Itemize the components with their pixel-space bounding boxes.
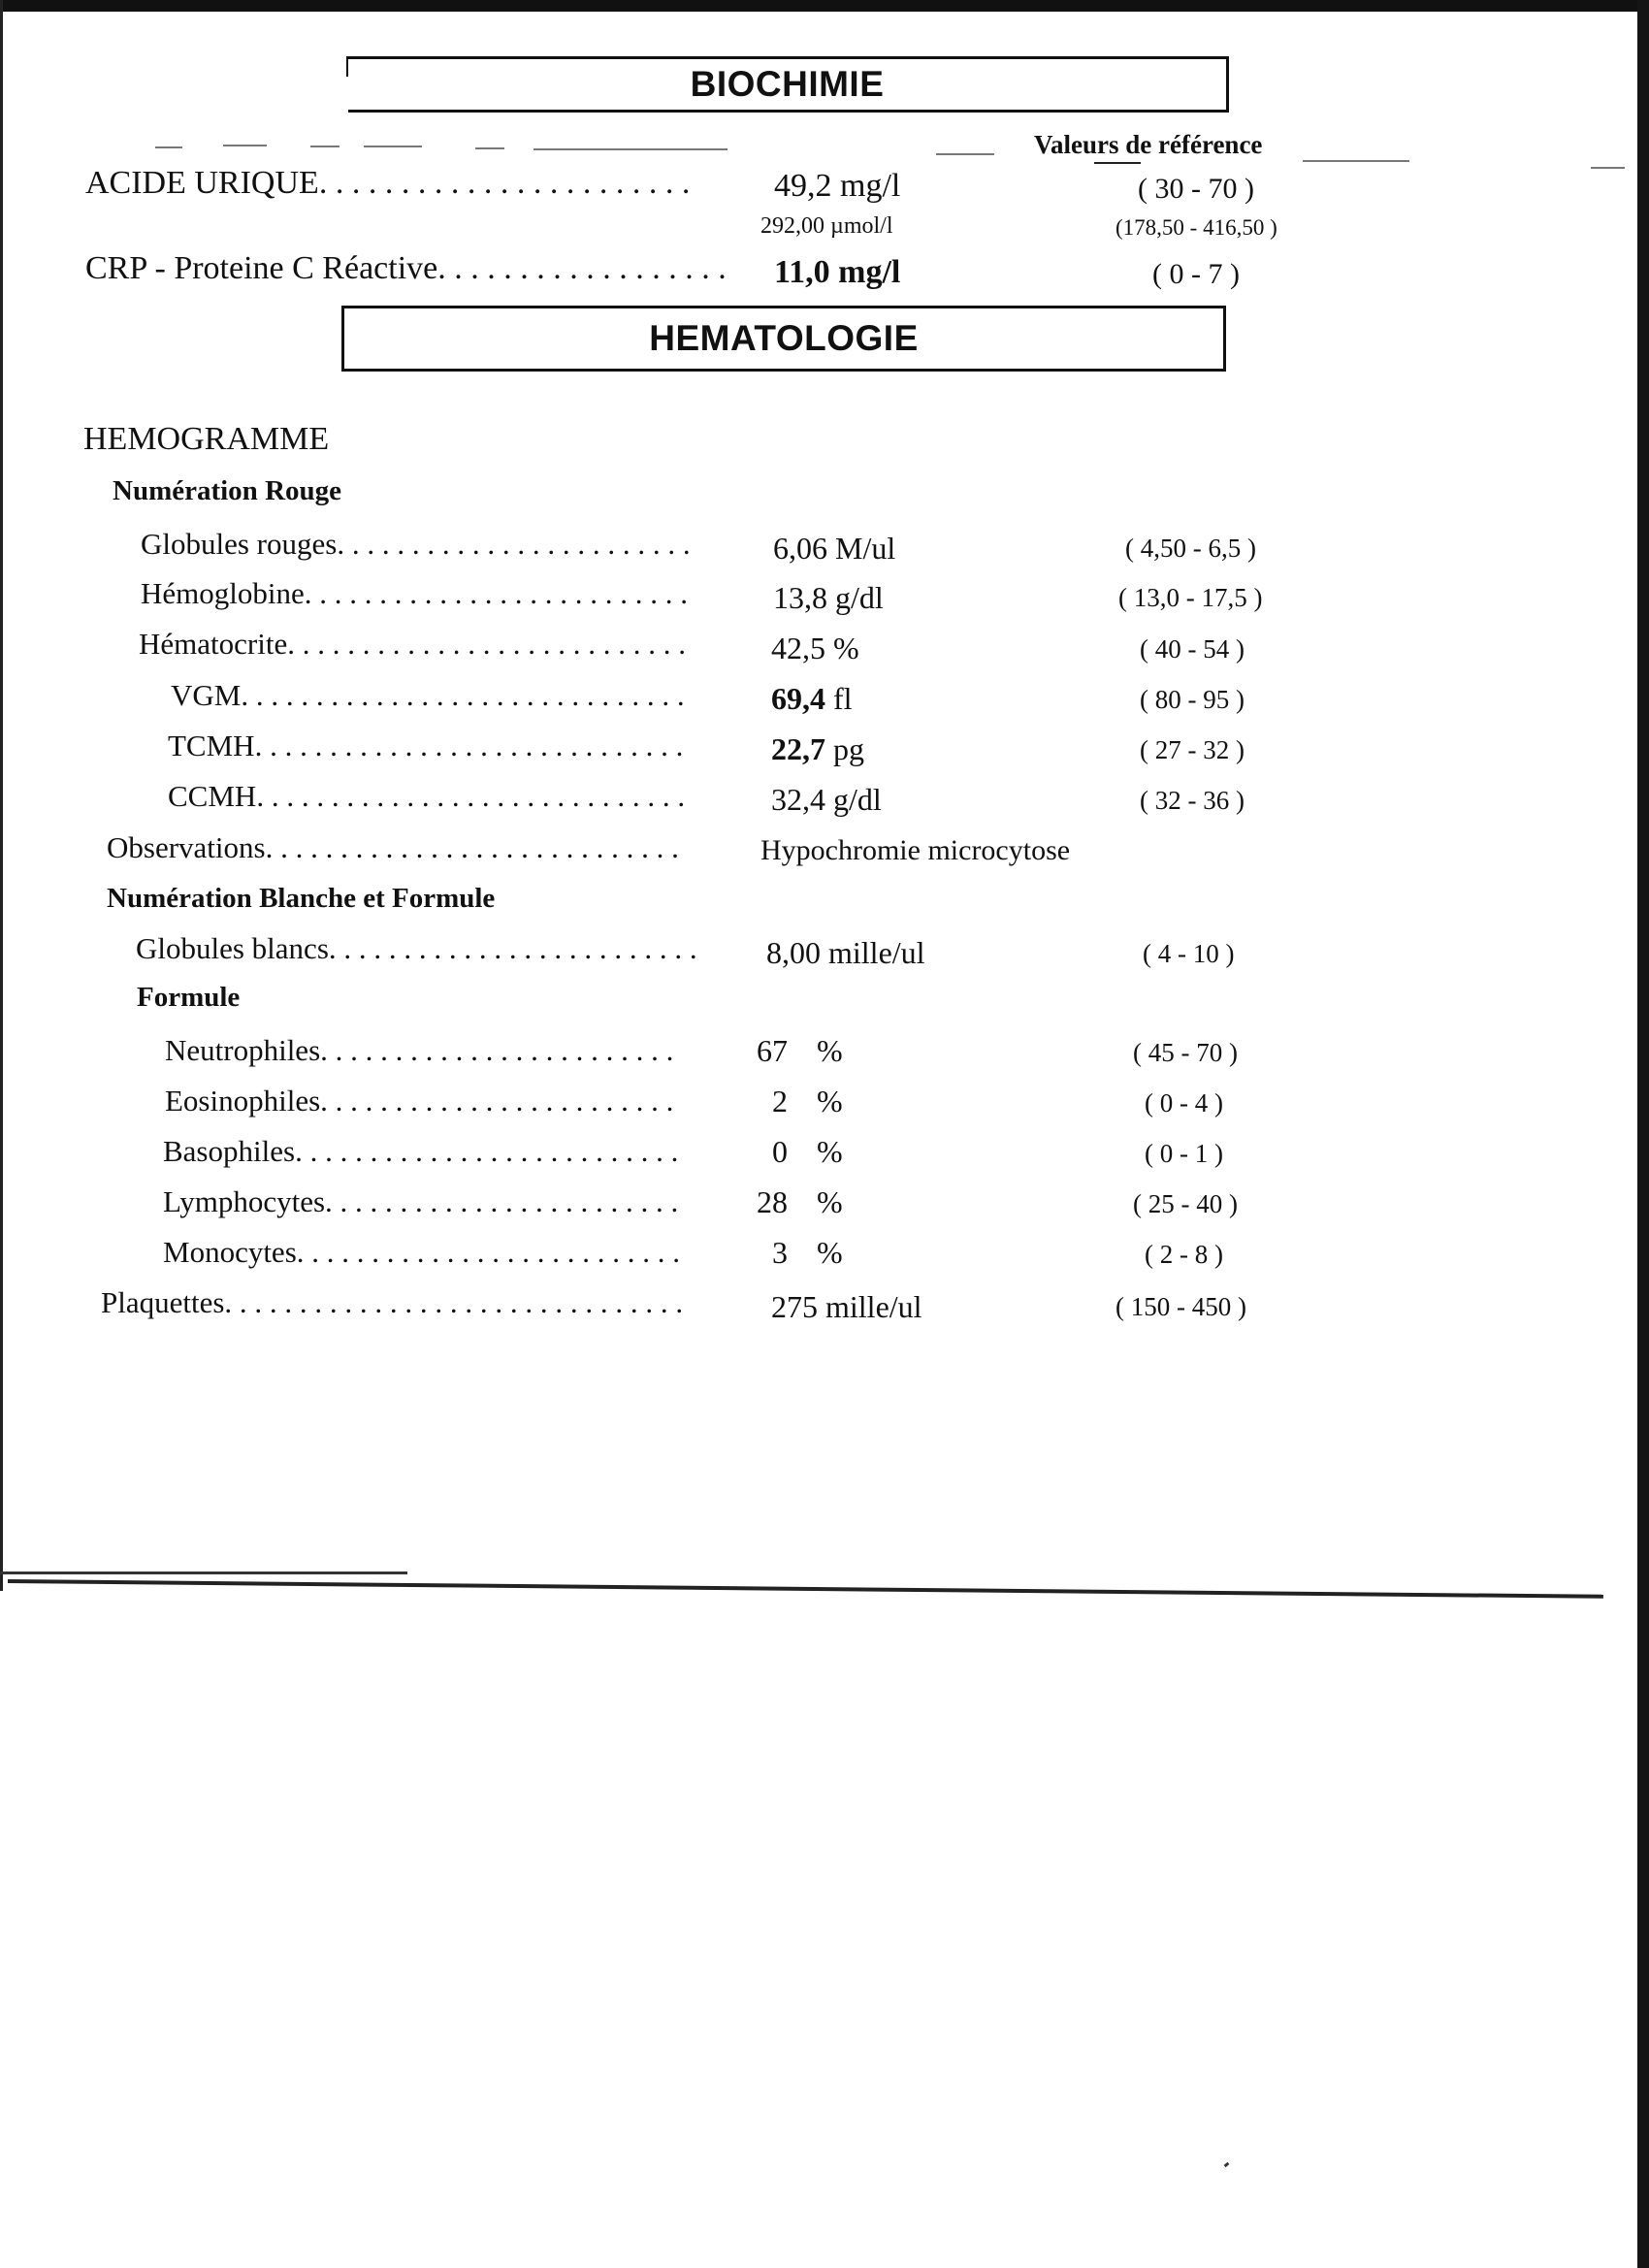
scan-speck [1224, 2162, 1230, 2168]
dash [364, 146, 422, 147]
basophiles-ref: ( 0 - 1 ) [1145, 1139, 1223, 1168]
eosinophiles-unit: % [817, 1084, 843, 1118]
globules-rouges-ref: ( 4,50 - 6,5 ) [1125, 534, 1256, 563]
globules-rouges-value: 6,06 M/ul [773, 531, 896, 566]
scan-border-right [1637, 0, 1649, 2268]
dash [1591, 167, 1625, 169]
hemoglobine-ref: ( 13,0 - 17,5 ) [1118, 583, 1263, 612]
monocytes-label: Monocytes. . . . . . . . . . . . . . . . . . . . . . . . . . [163, 1235, 681, 1269]
dash [155, 146, 182, 148]
dash [310, 146, 340, 147]
reference-underline [1094, 162, 1141, 164]
lymphocytes-label: Lymphocytes. . . . . . . . . . . . . . . . . . . . . . . . [163, 1184, 679, 1218]
basophiles-unit: % [817, 1134, 843, 1169]
neutrophiles-label: Neutrophiles. . . . . . . . . . . . . . . . . . . . . . . . [165, 1033, 674, 1067]
basophiles-label: Basophiles. . . . . . . . . . . . . . . . . . . . . . . . . . [163, 1134, 679, 1168]
scan-border-top [0, 0, 1649, 12]
monocytes-ref: ( 2 - 8 ) [1145, 1240, 1223, 1269]
neutrophiles-ref: ( 45 - 70 ) [1133, 1038, 1238, 1067]
hematocrite-label: Hématocrite. . . . . . . . . . . . . . . . . . . . . . . . . . . [139, 627, 686, 661]
hemoglobine-value: 13,8 g/dl [773, 580, 884, 615]
dash [1303, 160, 1409, 162]
crp-value: 11,0 mg/l [774, 254, 901, 290]
neutrophiles-unit: % [817, 1033, 843, 1068]
monocytes-unit: % [817, 1235, 843, 1270]
numeration-rouge-title: Numération Rouge [113, 475, 342, 506]
hemoglobine-label: Hémoglobine. . . . . . . . . . . . . . . . . . . . . . . . . . [141, 576, 688, 610]
plaquettes-label: Plaquettes. . . . . . . . . . . . . . . . . . . . . . . . . . . . . . . [101, 1285, 684, 1319]
lymphocytes-value: 28 [757, 1184, 788, 1219]
tcmh-ref: ( 27 - 32 ) [1140, 735, 1245, 764]
reference-header: Valeurs de référence [1034, 130, 1263, 159]
dash [223, 145, 267, 146]
acide-urique-value: 49,2 mg/l [774, 168, 901, 204]
lymphocytes-unit: % [817, 1184, 843, 1219]
ccmh-label: CCMH. . . . . . . . . . . . . . . . . . . . . . . . . . . . . [168, 779, 686, 813]
plaquettes-value: 275 mille/ul [771, 1289, 922, 1324]
observations-value: Hypochromie microcytose [760, 834, 1071, 866]
globules-blancs-value: 8,00 mille/ul [766, 935, 925, 970]
hematologie-header [341, 306, 1226, 372]
basophiles-value: 0 [772, 1134, 788, 1169]
hemogramme-title: HEMOGRAMME [83, 421, 330, 457]
plaquettes-ref: ( 150 - 450 ) [1116, 1292, 1246, 1321]
eosinophiles-value: 2 [772, 1084, 788, 1118]
vgm-label: VGM. . . . . . . . . . . . . . . . . . . . . . . . . . . . . . [171, 678, 685, 712]
crp-label: CRP - Proteine C Réactive. . . . . . . . . . . . . . . . . . [85, 250, 727, 286]
numeration-blanche-title: Numération Blanche et Formule [107, 883, 496, 914]
hematologie-title: HEMATOLOGIE [649, 318, 919, 358]
monocytes-value: 3 [772, 1235, 788, 1270]
tcmh-value: 22,7 pg [771, 731, 864, 766]
globules-blancs-label: Globules blancs. . . . . . . . . . . . . . . . . . . . . . . . . [136, 931, 697, 965]
dash [936, 153, 994, 155]
acide-urique-value-umol: 292,00 µmol/l [760, 213, 893, 239]
acide-urique-label: ACIDE URIQUE. . . . . . . . . . . . . . . . . . . . . . . [85, 165, 691, 201]
ccmh-value: 32,4 g/dl [771, 782, 882, 817]
globules-blancs-ref: ( 4 - 10 ) [1143, 939, 1235, 968]
dash [475, 147, 504, 149]
globules-rouges-label: Globules rouges. . . . . . . . . . . . . . . . . . . . . . . . [141, 527, 691, 561]
hematocrite-ref: ( 40 - 54 ) [1140, 634, 1245, 664]
biochimie-title: BIOCHIMIE [690, 64, 885, 104]
formule-title: Formule [137, 982, 241, 1013]
scan-border-left [0, 0, 3, 1591]
vgm-value: 69,4 fl [771, 681, 853, 716]
biochimie-header [346, 56, 1229, 113]
page-bottom-rule [8, 1579, 1603, 1599]
tcmh-label: TCMH. . . . . . . . . . . . . . . . . . . . . . . . . . . . . [168, 729, 684, 762]
dash [534, 148, 728, 150]
eosinophiles-ref: ( 0 - 4 ) [1145, 1088, 1223, 1118]
ccmh-ref: ( 32 - 36 ) [1140, 786, 1245, 815]
vgm-ref: ( 80 - 95 ) [1140, 685, 1245, 714]
acide-urique-ref: ( 30 - 70 ) [1138, 173, 1254, 205]
crp-ref: ( 0 - 7 ) [1152, 258, 1240, 290]
acide-urique-ref-umol: (178,50 - 416,50 ) [1116, 215, 1277, 240]
scan-rule [0, 1571, 407, 1574]
hematocrite-value: 42,5 % [771, 631, 859, 665]
observations-label: Observations. . . . . . . . . . . . . . . . . . . . . . . . . . . . [107, 830, 679, 864]
lymphocytes-ref: ( 25 - 40 ) [1133, 1189, 1238, 1218]
neutrophiles-value: 67 [757, 1033, 788, 1068]
eosinophiles-label: Eosinophiles. . . . . . . . . . . . . . . . . . . . . . . . [165, 1084, 674, 1118]
